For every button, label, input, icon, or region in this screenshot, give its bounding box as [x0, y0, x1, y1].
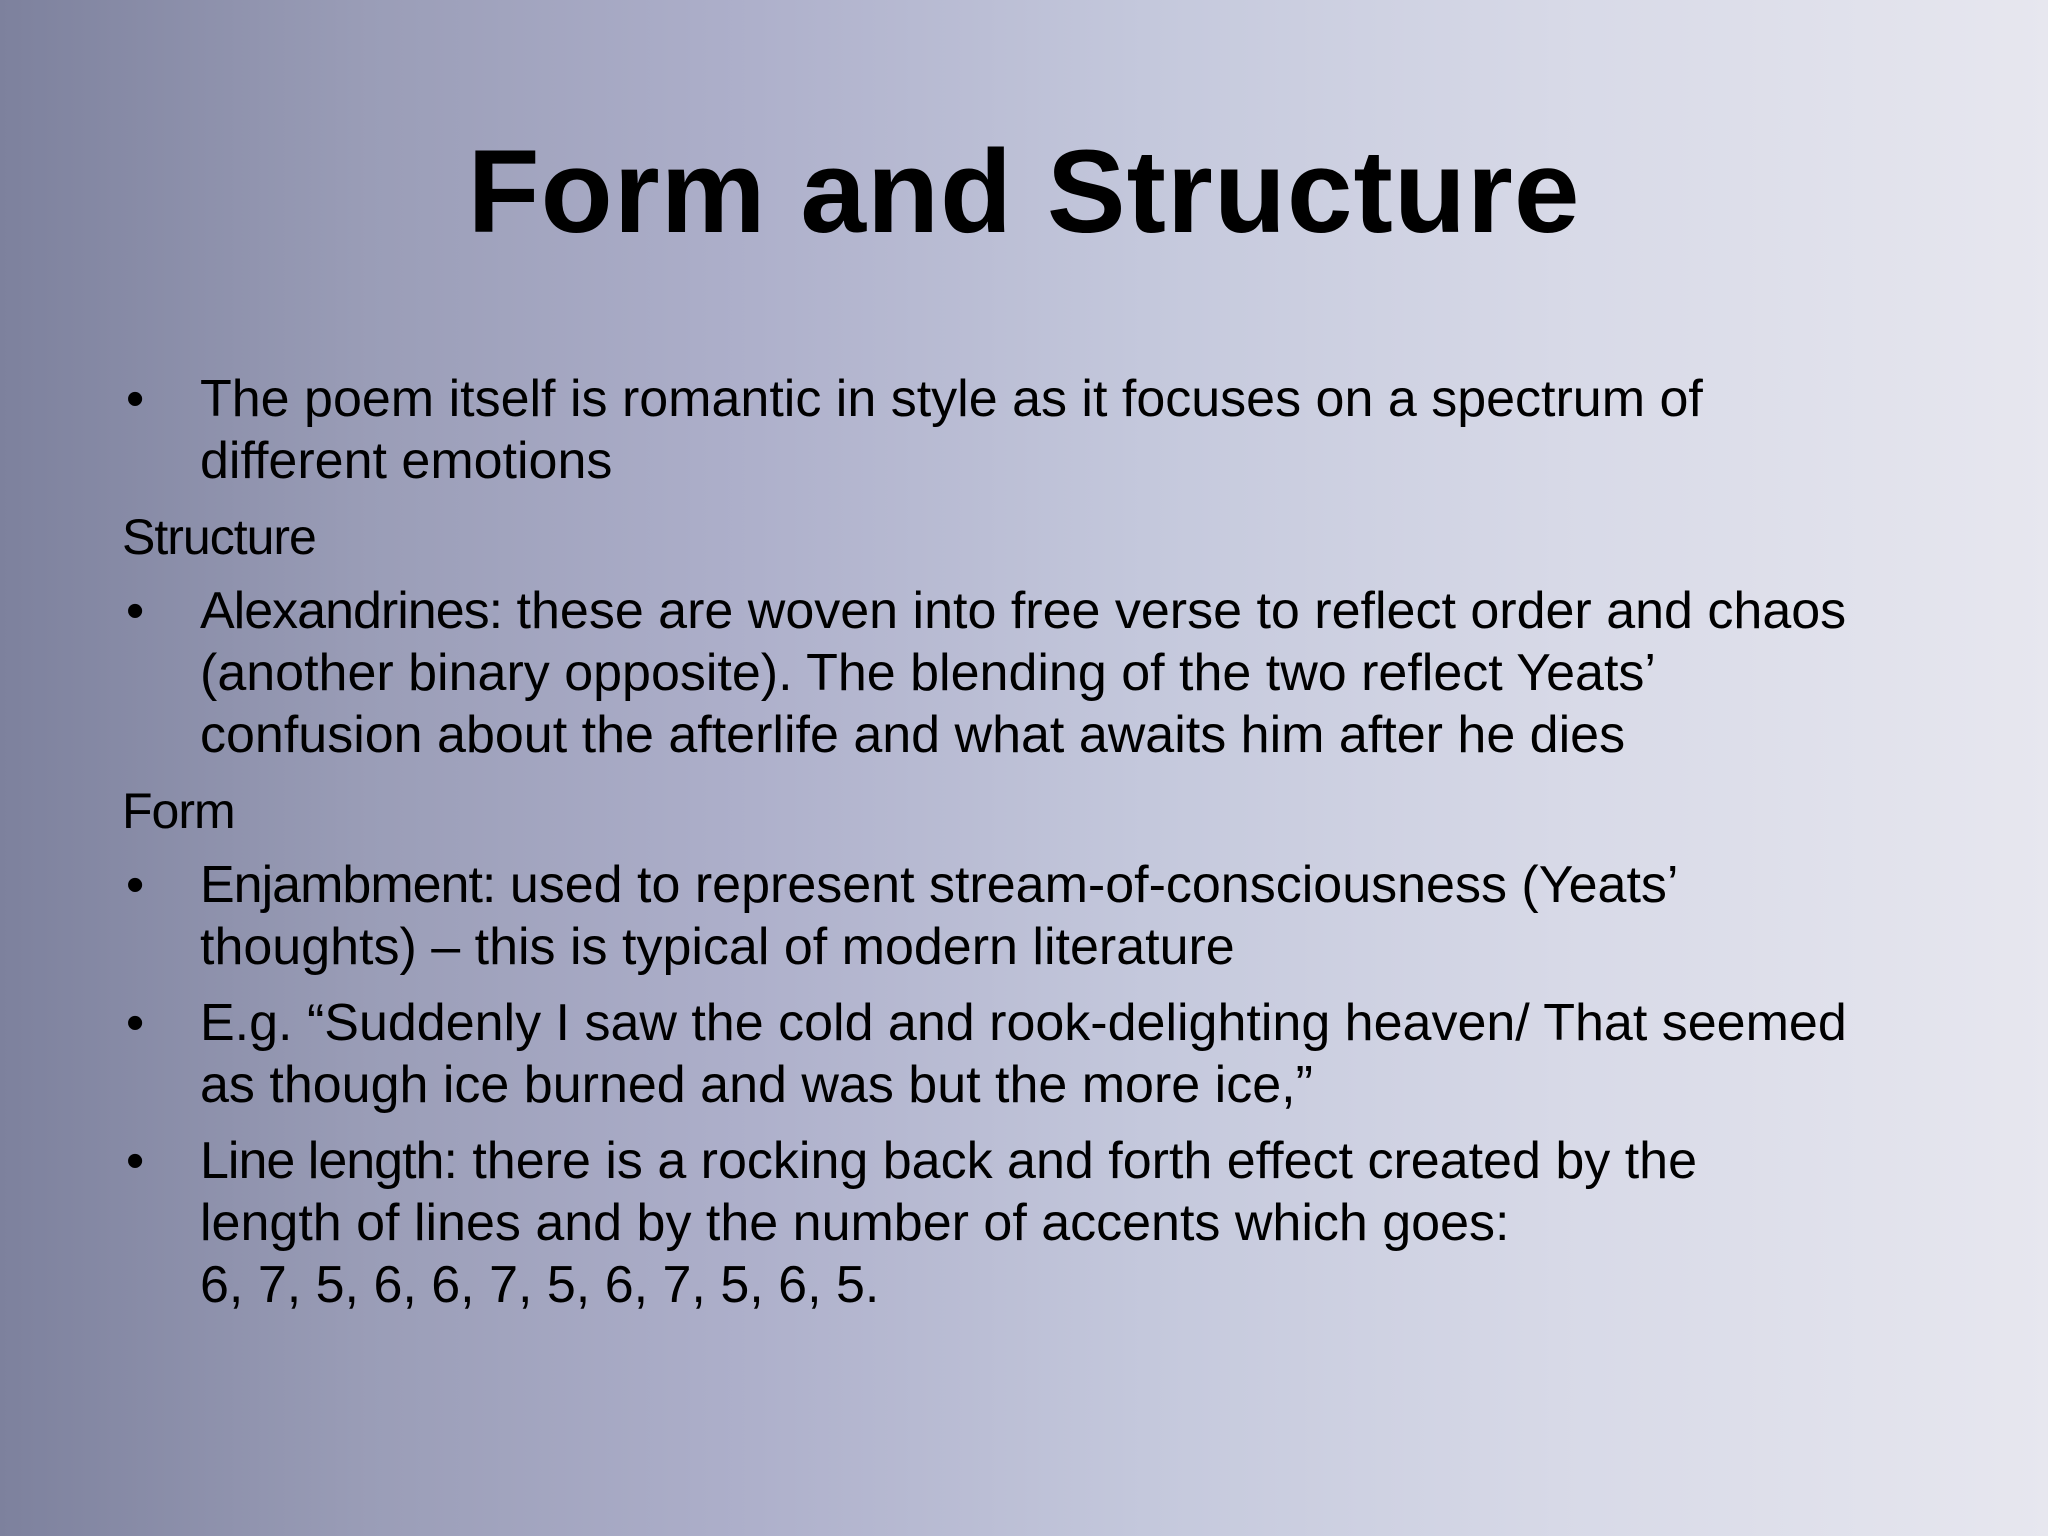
- line-length-line-3: 6, 7, 5, 6, 6, 7, 5, 6, 7, 5, 6, 5.: [200, 1256, 880, 1314]
- line-length-line-1-rest: : there is a rocking back and forth effect created by the: [443, 1132, 1697, 1190]
- slide-content: [122, 368, 1952, 1330]
- form-heading: Form: [122, 783, 235, 839]
- line-length-lead: Line length: [200, 1132, 444, 1190]
- bullet-dot-icon: •: [126, 1132, 145, 1190]
- enjambment-line-2: thoughts) – this is typical of modern literature: [200, 918, 1235, 976]
- slide-title: Form and Structure: [467, 126, 1581, 258]
- alexandrines-lead: Alexandrines:: [200, 582, 503, 640]
- bullet-intro: [122, 368, 1952, 492]
- intro-line-2: different emotions: [200, 432, 613, 490]
- alexandrines-line-1: [200, 580, 1952, 642]
- bullet-dot-icon: •: [126, 994, 145, 1052]
- example-line-2: as though ice burned and was but the more ice,”: [200, 1056, 1313, 1114]
- enjambment-line-1: [200, 854, 1952, 916]
- bullet-dot-icon: •: [126, 370, 145, 428]
- bullet-line-length: [122, 1130, 1952, 1316]
- intro-line-1: The poem itself is romantic in style as it focuses on a spectrum of: [200, 370, 1703, 428]
- alexandrines-line-3: confusion about the afterlife and what awaits him after he dies: [200, 706, 1626, 764]
- line-length-line-2: length of lines and by the number of accents which goes:: [200, 1194, 1510, 1252]
- bullet-dot-icon: •: [126, 582, 145, 640]
- enjambment-lead: Enjambment:: [200, 856, 496, 914]
- line-length-line-1: [200, 1130, 1952, 1192]
- alexandrines-line-2: (another binary opposite). The blending of the two reflect Yeats’: [200, 644, 1656, 702]
- bullet-alexandrines: [122, 580, 1952, 766]
- bullet-example: [122, 992, 1952, 1116]
- enjambment-line-1-rest: used to represent stream-of-consciousness (Yeats’: [495, 856, 1679, 914]
- bullet-dot-icon: •: [126, 856, 145, 914]
- structure-heading: Structure: [122, 509, 316, 565]
- bullet-enjambment: [122, 854, 1952, 978]
- example-line-1: E.g. “Suddenly I saw the cold and rook-delighting heaven/ That seemed: [200, 994, 1847, 1052]
- alexandrines-line-1-rest: these are woven into free verse to reflect order and chaos: [502, 582, 1847, 640]
